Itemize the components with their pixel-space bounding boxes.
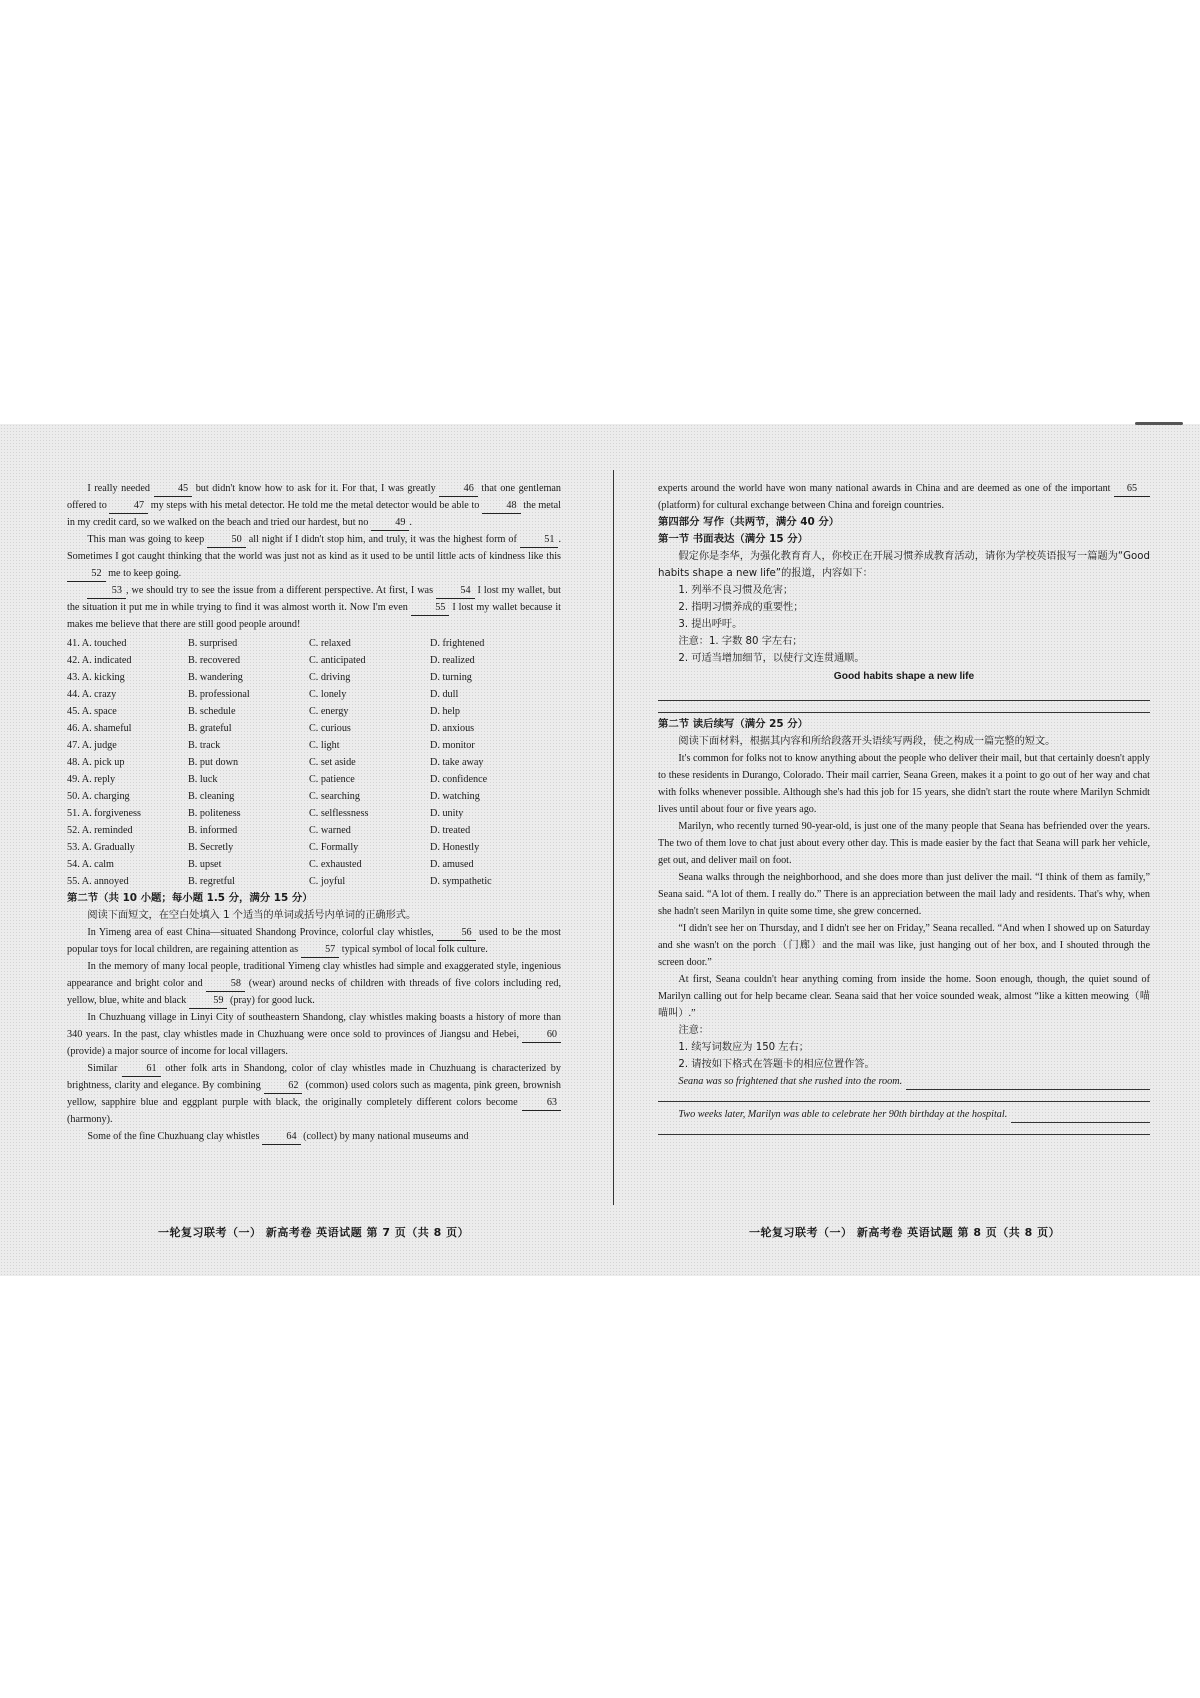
grammar-paragraph-4: Similar 61 other folk arts in Shandong, color of clay whistles made in Chuzhuang is characterized by brightness, clarity and elegance. By combining 62 (common) used colors such as magenta, pink green, brownish yellow, sapphire blue and eggplant purple with black, the originally completely different colors become 63 (harmony). <box>67 1063 561 1125</box>
story-paragraph: Marilyn, who recently turned 90-year-old, is just one of the many people that Seana has befriended over the years. The two of them love to chat just about every other day. This is made easier by the fact that Seana will park her vehicle, get out, and deliver mail on foot. <box>658 821 1150 866</box>
blank-60: 60 <box>522 1028 561 1043</box>
continuation-note: 1. 续写词数应为 150 左右； <box>678 1042 809 1053</box>
option-row: 46. A. shameful B. grateful C. curious D. anxious <box>67 723 475 734</box>
option-row: 47. A. judge B. track C. light D. monitor <box>67 740 475 751</box>
option-row: 53. A. Gradually B. Secretly C. Formally D. Honestly <box>67 842 480 853</box>
blank-51: 51 <box>520 533 559 548</box>
blank-49: 49 <box>371 516 410 531</box>
option-row: 45. A. space B. schedule C. energy D. help <box>67 706 460 717</box>
opening-line-2 <box>658 1106 1150 1123</box>
grammar-passage <box>67 924 561 1145</box>
option-row: 43. A. kicking B. wandering C. driving D. turning <box>67 672 472 683</box>
answer-line <box>1011 1111 1150 1123</box>
notes-title: 注意： <box>678 1025 709 1036</box>
option-row: 54. A. calm B. upset C. exhausted D. amused <box>67 859 474 870</box>
option-row: 48. A. pick up B. put down C. set aside D. take away <box>67 757 484 768</box>
continuation-note: 2. 请按如下格式在答题卡的相应位置作答。 <box>678 1059 875 1070</box>
cloze-paragraph-3: 53 , we should try to see the issue from a different perspective. At first, I was 54 I lost my wallet, but the situation it put me in while trying to find it was almost worth it. Now I'm even 55 I lost my wallet because it makes me believe that there are still good people around! <box>67 585 561 630</box>
blank-54: 54 <box>436 584 475 599</box>
answer-line <box>658 701 1150 713</box>
answer-line <box>658 1090 1150 1102</box>
section-2-heading: 第二节（共 10 小题；每小题 1.5 分，满分 15 分） <box>67 892 313 904</box>
blank-63: 63 <box>522 1096 561 1111</box>
blank-55: 55 <box>411 601 450 616</box>
blank-64: 64 <box>262 1130 301 1145</box>
answer-line <box>906 1078 1150 1090</box>
grammar-paragraph-5: Some of the fine Chuzhuang clay whistles 64 (collect) by many national museums and <box>67 1128 561 1145</box>
blank-58: 58 <box>206 977 245 992</box>
option-row: 52. A. reminded B. informed C. warned D. treated <box>67 825 471 836</box>
scan-artifact-line <box>1135 422 1183 425</box>
grammar-paragraph-3: In Chuzhuang village in Linyi City of southeastern Shandong, clay whistles making boasts a history of more than 340 years. In the past, clay whistles made in Chuzhuang were once sold to provinces of Jiangsu and Hebei, 60 (provide) a major source of income for local villagers. <box>67 1012 561 1057</box>
opening-line-1 <box>658 1073 1150 1090</box>
paragraph-opening-2: Two weeks later, Marilyn was able to celebrate her 90th birthday at the hospital. <box>678 1109 1008 1120</box>
story-passage <box>658 750 1150 1022</box>
option-row: 49. A. reply B. luck C. patience D. confidence <box>67 774 488 785</box>
option-row: 51. A. forgiveness B. politeness C. selflessness D. unity <box>67 808 464 819</box>
essay-title: Good habits shape a new life <box>833 671 975 682</box>
cloze-passage <box>67 480 561 633</box>
blank-46: 46 <box>439 482 478 497</box>
part-4-heading: 第四部分 写作（共两节，满分 40 分） <box>658 516 840 528</box>
story-paragraph: Seana walks through the neighborhood, and she does more than just deliver the mail. “I think of them as family,” Seana said. “A lot of them. I really do.” There is an appreciation between the mail lady and residents. That's why, when she hadn't seen Marilyn in quite some time, she grew concerned. <box>658 872 1150 917</box>
blank-62: 62 <box>264 1079 303 1094</box>
blank-47: 47 <box>109 499 148 514</box>
answer-options <box>67 635 561 890</box>
writing-note: 2. 可适当增加细节，以使行文连贯通顺。 <box>678 653 865 664</box>
blank-57: 57 <box>301 943 340 958</box>
writing-prompt: 假定你是李华，为强化教育育人，你校正在开展习惯养成教育活动，请你为学校英语报写一篇题为“Good habits shape a new life”的报道，内容如下： <box>658 551 1150 579</box>
blank-56: 56 <box>437 926 476 941</box>
grammar-paragraph-2: In the memory of many local people, traditional Yimeng clay whistles had simple and exaggerated style, ingenious appearance and bright color and 58 (wear) around necks of children with threads of five colors including red, yellow, blue, white and black 59 (pray) for good luck. <box>67 958 561 1009</box>
page-8-footer: 一轮复习联考（一） 新高考卷 英语试题 第 8 页（共 8 页） <box>749 1226 1061 1239</box>
option-row: 55. A. annoyed B. regretful C. joyful D. sympathetic <box>67 876 492 887</box>
column-divider <box>613 470 614 1205</box>
answer-line <box>658 689 1150 701</box>
blank-52: 52 <box>67 567 106 582</box>
option-row: 41. A. touched B. surprised C. relaxed D. frightened <box>67 638 485 649</box>
blank-59: 59 <box>189 994 228 1009</box>
option-row: 42. A. indicated B. recovered C. anticipated D. realized <box>67 655 475 666</box>
writing-point: 1. 列举不良习惯及危害； <box>678 585 794 596</box>
writing-point: 2. 指明习惯养成的重要性； <box>678 602 804 613</box>
blank-45: 45 <box>154 482 193 497</box>
option-row: 50. A. charging B. cleaning C. searching D. watching <box>67 791 480 802</box>
writing-section-1-heading: 第一节 书面表达（满分 15 分） <box>658 533 808 545</box>
writing-point: 3. 提出呼吁。 <box>678 619 743 630</box>
blank-53: 53 <box>87 584 126 599</box>
page-8-column <box>658 480 1150 1135</box>
blank-48: 48 <box>482 499 521 514</box>
story-paragraph: It's common for folks not to know anything about the people who deliver their mail, but that certainly doesn't apply to these residents in Durango, Colorado. Their mail carrier, Seana Green, makes it a point to go out of her way and chat with folks whenever possible. Although she's had this job for 15 years, she didn't start the route where Marilyn Schmidt lives until about four or five years ago. <box>658 753 1150 815</box>
blank-61: 61 <box>122 1062 161 1077</box>
section-2-instruction: 阅读下面短文，在空白处填入 1 个适当的单词或括号内单词的正确形式。 <box>87 910 417 921</box>
blank-50: 50 <box>207 533 246 548</box>
story-paragraph: At first, Seana couldn't hear anything coming from inside the home. Soon enough, though, the quiet sound of Marilyn calling out for help became clear. Seana said that her voice sounded weak, almost “like a kitten meowing（喵喵叫）.” <box>658 974 1150 1019</box>
continuation-instruction: 阅读下面材料，根据其内容和所给段落开头语续写两段，使之构成一篇完整的短文。 <box>678 736 1056 747</box>
blank-65: 65 <box>1114 482 1150 497</box>
cloze-paragraph-2: This man was going to keep 50 all night if I didn't stop him, and truly, it was the highest form of 51 . Sometimes I got caught thinking that the world was just not as kind as it used to be until little acts of kindness like this 52 me to keep going. <box>67 531 561 582</box>
grammar-paragraph-1: In Yimeng area of east China—situated Shandong Province, colorful clay whistles, 56 used to be the most popular toys for local children, are regaining attention as 57 typical symbol of local folk culture. <box>67 924 561 958</box>
grammar-continuation: experts around the world have won many national awards in China and are deemed as one of the important 65 (platform) for cultural exchange between China and foreign countries. <box>658 480 1150 514</box>
writing-note: 注意：1. 字数 80 字左右； <box>678 636 803 647</box>
paragraph-opening-1: Seana was so frightened that she rushed into the room. <box>678 1076 903 1087</box>
page-7-footer: 一轮复习联考（一） 新高考卷 英语试题 第 7 页（共 8 页） <box>158 1226 470 1239</box>
cloze-paragraph-1: I really needed 45 but didn't know how to ask for it. For that, I was greatly 46 that one gentleman offered to 47 my steps with his metal detector. He told me the metal detector would be able to 48 the metal in my credit card, so we walked on the beach and tried our hardest, but no 49 . <box>67 480 561 531</box>
page-7-column <box>67 480 561 1145</box>
answer-line <box>658 1123 1150 1135</box>
option-row: 44. A. crazy B. professional C. lonely D. dull <box>67 689 459 700</box>
writing-section-2-heading: 第二节 读后续写（满分 25 分） <box>658 718 808 730</box>
story-paragraph: “I didn't see her on Thursday, and I didn't see her on Friday,” Seana recalled. “And when I showed up on Saturday and she wasn't on the porch（门廊）and the mail was like, just hanging out of her box, and I shouted through the screen door.” <box>658 923 1150 968</box>
